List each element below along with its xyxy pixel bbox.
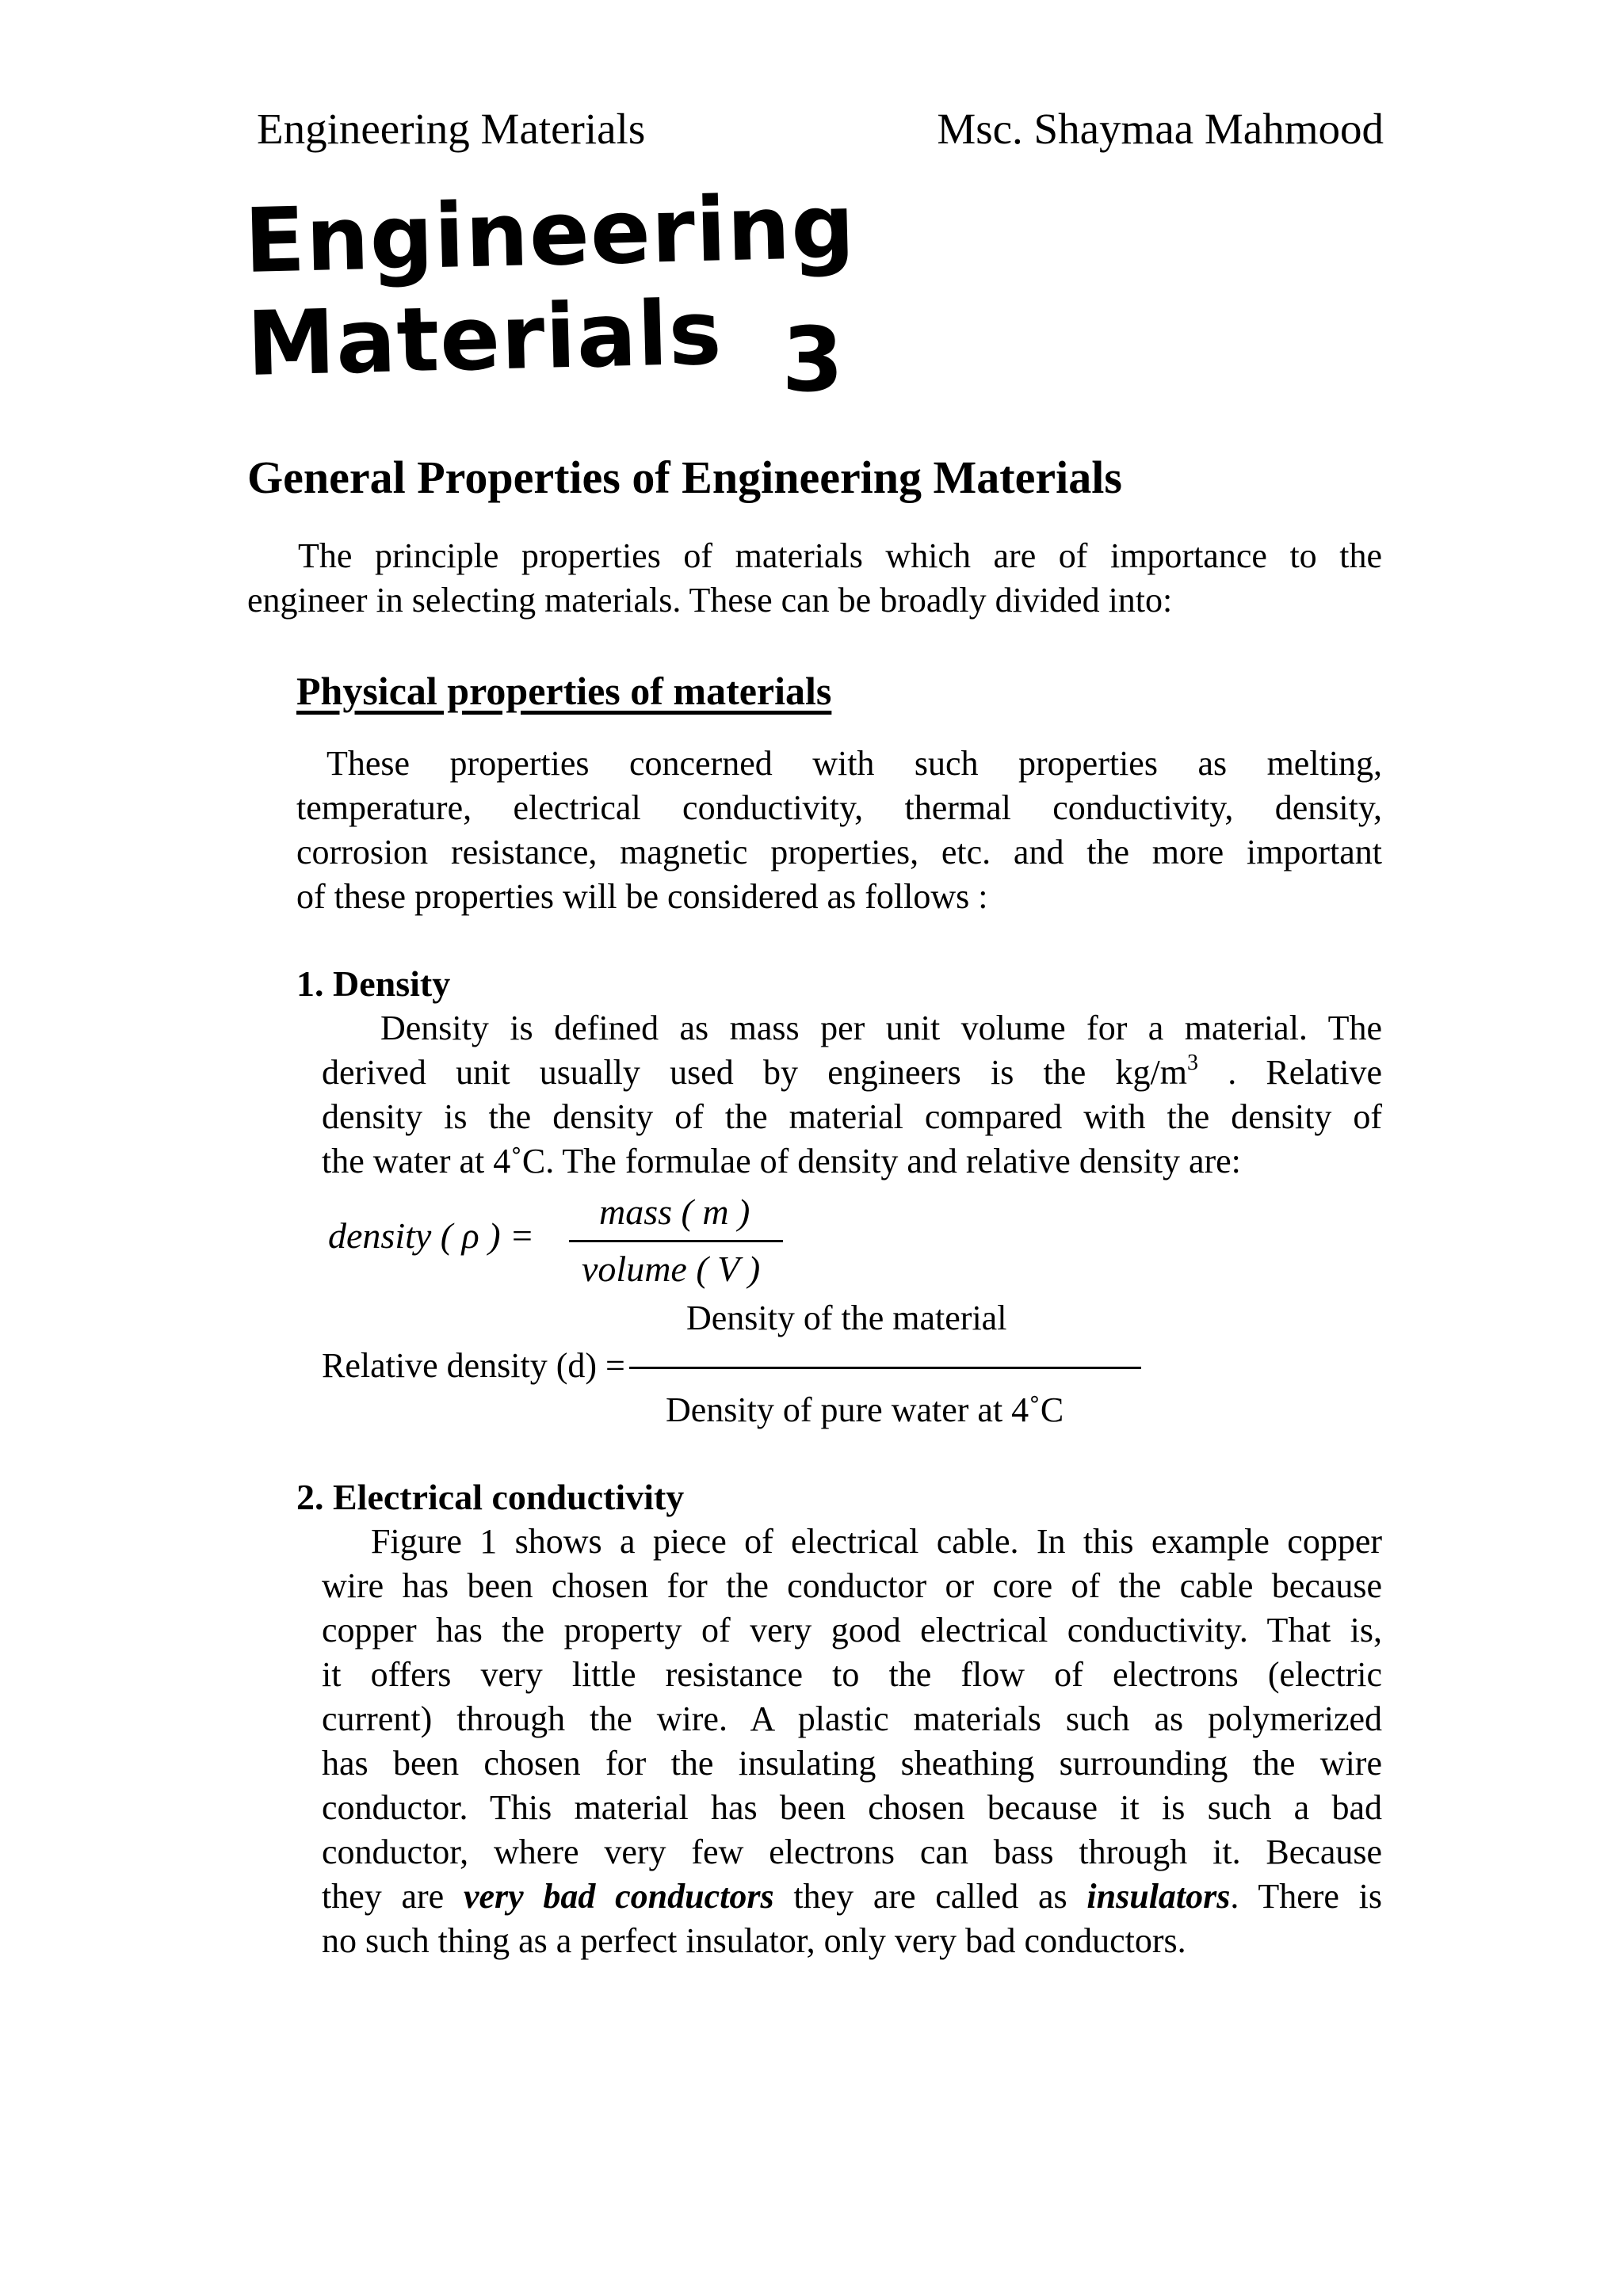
electrical-line-text: they are (322, 1877, 445, 1916)
density-line: Density is defined as mass per unit volume for a material. The (380, 1009, 1382, 1047)
density-line-text: . Relative (1228, 1053, 1383, 1092)
electrical-line: current) through the wire. A plastic materials such as polymerized (322, 1699, 1382, 1738)
electrical-paragraph (322, 1520, 1382, 1963)
electrical-line: no such thing as a perfect insulator, only very bad conductors. (322, 1921, 1186, 1960)
physical-properties-heading: Physical properties of materials (296, 669, 832, 713)
density-formula-denominator: volume ( V ) (582, 1249, 761, 1289)
electrical-line: conductor, where very few electrons can bass through it. Because (322, 1833, 1382, 1871)
density-line: the water at 4˚C. The formulae of density and relative density are: (322, 1142, 1241, 1180)
electrical-line: conductor. This material has been chosen because it is such a bad (322, 1788, 1382, 1827)
density-fraction-bar (569, 1240, 783, 1242)
density-unit: kg/m (1115, 1053, 1187, 1092)
header-right: Msc. Shaymaa Mahmood (937, 105, 1384, 153)
section-heading: General Properties of Engineering Materials (247, 452, 1122, 503)
density-unit-exponent: 3 (1186, 1051, 1198, 1075)
intro-line: The principle properties of materials which are of importance to the (298, 536, 1382, 575)
electrical-line: wire has been chosen for the conductor or core of the cable because (322, 1566, 1382, 1605)
electrical-line: Figure 1 shows a piece of electrical cable. In this example copper (371, 1522, 1382, 1561)
header-left: Engineering Materials (257, 105, 646, 153)
physical-line: These properties concerned with such properties as melting, (327, 744, 1382, 783)
density-heading: 1. Density (296, 963, 451, 1004)
density-formula-numerator: mass ( m ) (599, 1192, 750, 1232)
electrical-line-text: they are called as (793, 1877, 1067, 1916)
electrical-line: copper has the property of very good electrical conductivity. That is, (322, 1611, 1382, 1650)
physical-line: of these properties will be considered as follows : (296, 877, 988, 916)
relative-density-lhs: Relative density (d) = (322, 1346, 625, 1385)
emphasis-insulators: insulators (1086, 1877, 1231, 1916)
density-formula-lhs: density ( ρ ) = (328, 1215, 535, 1256)
electrical-line: it offers very little resistance to the flow of electrons (electric (322, 1655, 1382, 1694)
intro-line: engineer in selecting materials. These can be broadly divided into: (247, 581, 1173, 620)
physical-line: temperature, electrical conductivity, thermal conductivity, density, (296, 788, 1382, 827)
density-line: density is the density of the material compared with the density of (322, 1097, 1382, 1136)
electrical-heading: 2. Electrical conductivity (296, 1477, 685, 1517)
intro-paragraph (247, 534, 1382, 623)
relative-density-fraction-bar (629, 1367, 1141, 1369)
density-line-text: derived unit usually used by engineers is the (322, 1053, 1086, 1092)
document-title: Engineering Materials (242, 175, 857, 396)
emphasis-very-bad-conductors: very bad conductors (463, 1877, 774, 1916)
density-line (322, 1051, 1382, 1095)
electrical-line (322, 1875, 1382, 1919)
physical-line: corrosion resistance, magnetic properties, etc. and the more important (296, 833, 1382, 871)
relative-density-denominator: Density of pure water at 4˚C (666, 1390, 1064, 1429)
density-paragraph (322, 1006, 1382, 1184)
electrical-line-text: . There is (1230, 1877, 1383, 1916)
electrical-line: has been chosen for the insulating sheathing surrounding the wire (322, 1744, 1382, 1783)
relative-density-numerator: Density of the material (686, 1299, 1007, 1337)
physical-paragraph (296, 742, 1382, 919)
document-title-number: 3 (781, 309, 845, 412)
